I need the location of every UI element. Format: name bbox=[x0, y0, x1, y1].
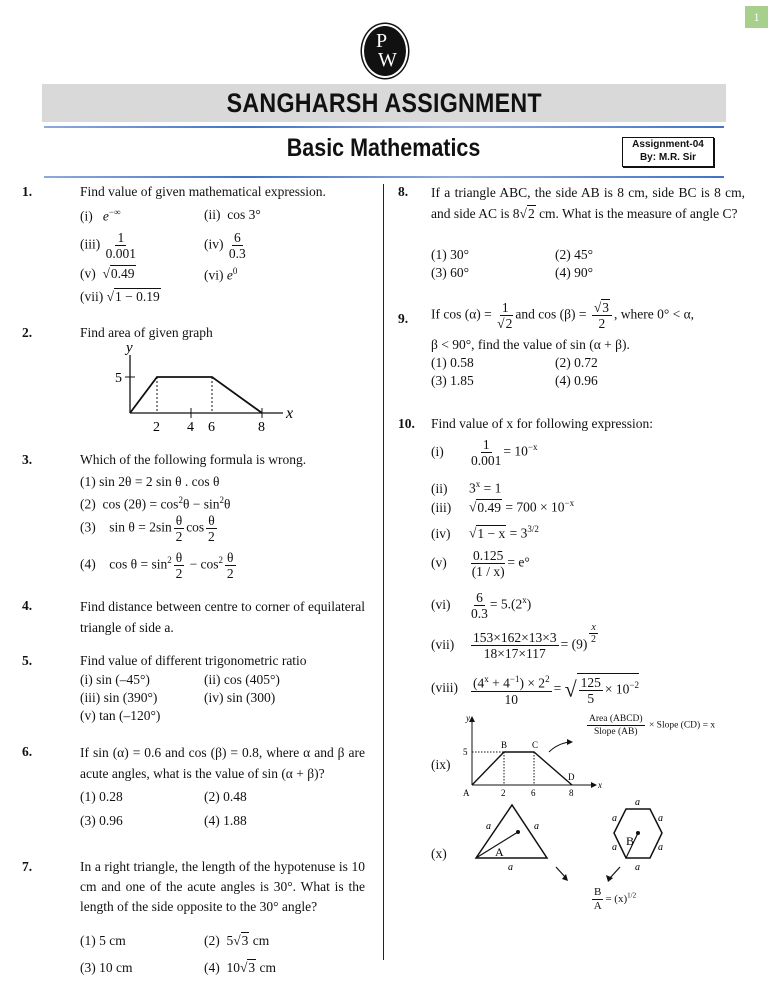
denominator: 0.3 bbox=[471, 606, 488, 621]
option: (3) 60° bbox=[431, 265, 470, 280]
banner-title: SANGHARSH ASSIGNMENT bbox=[226, 88, 542, 118]
option: (1) 0.28 bbox=[80, 789, 123, 804]
centre-dot bbox=[516, 830, 520, 834]
q1-part-vi bbox=[204, 266, 237, 284]
square-root: √3 bbox=[592, 300, 612, 316]
question-text: Which of the following formula is wrong. bbox=[80, 452, 307, 467]
coefficient: 10 bbox=[226, 960, 240, 975]
logo-letter-w: W bbox=[378, 49, 397, 71]
question-number: 1. bbox=[22, 184, 33, 199]
question-number: 3. bbox=[22, 452, 33, 467]
question-number: 4. bbox=[22, 598, 33, 613]
square-root: √3 bbox=[240, 960, 256, 975]
radicand bbox=[577, 673, 639, 706]
logo-letter-p: P bbox=[376, 30, 388, 52]
option: (3) 10 cm bbox=[80, 960, 133, 975]
question-number: 7. bbox=[22, 859, 33, 874]
part-label: (v) bbox=[431, 554, 447, 570]
x-tick-label: 2 bbox=[153, 420, 160, 435]
numerator: x bbox=[591, 622, 596, 633]
exponent: x bbox=[522, 595, 527, 606]
coefficient: 5 bbox=[226, 933, 234, 948]
text: If a triangle ABC, the side AB is 8 cm, side BC is 8 cm, and side AC is 8 bbox=[431, 185, 745, 221]
option: (4) 90° bbox=[555, 265, 594, 280]
square-root: √3 bbox=[233, 933, 249, 948]
side-label: a bbox=[612, 813, 617, 824]
option-2 bbox=[80, 495, 231, 513]
option: (4) 0.96 bbox=[555, 373, 598, 388]
expression: cos θ = sin bbox=[109, 556, 168, 572]
y-axis-label: y bbox=[126, 340, 133, 356]
question-line bbox=[431, 300, 694, 331]
radicand: 3 bbox=[241, 933, 249, 948]
square-root: √0.49 bbox=[469, 499, 502, 515]
exponent: x bbox=[484, 674, 489, 684]
denominator: 2 bbox=[226, 566, 234, 581]
numerator: 153×162×13×3 bbox=[473, 630, 557, 645]
denominator: 2 bbox=[175, 529, 183, 544]
exponent: −x bbox=[564, 498, 575, 508]
option: (3) 1.85 bbox=[431, 373, 474, 388]
question-text bbox=[431, 182, 745, 224]
q1-part-v bbox=[80, 266, 136, 282]
x-result bbox=[590, 886, 636, 913]
option: (iii) sin (390°) bbox=[80, 690, 158, 705]
point-label-c: C bbox=[532, 740, 539, 750]
fraction bbox=[471, 630, 559, 661]
x-axis-label: x bbox=[598, 780, 602, 790]
q1-part-iv bbox=[204, 230, 248, 261]
exponent: −∞ bbox=[108, 207, 121, 217]
option-label: (2) bbox=[204, 933, 220, 948]
fraction bbox=[229, 230, 246, 261]
q10-part-vi bbox=[431, 590, 531, 621]
numerator: 1 bbox=[501, 300, 509, 315]
fraction bbox=[592, 300, 612, 331]
shapes-figure bbox=[460, 793, 760, 953]
text: cm. What is the measure of angle C? bbox=[539, 206, 738, 221]
numerator: 6 bbox=[476, 590, 483, 605]
option: (1) 5 cm bbox=[80, 933, 126, 948]
x-tick-label: 4 bbox=[187, 420, 194, 435]
ix-formula bbox=[585, 713, 715, 738]
question-number: 5. bbox=[22, 653, 33, 668]
column-divider bbox=[383, 184, 384, 960]
denominator: Slope (AB) bbox=[594, 727, 638, 737]
result-rhs: = (x) bbox=[605, 893, 628, 906]
q10-part-i bbox=[431, 437, 537, 468]
text: If cos (α) = bbox=[431, 306, 492, 322]
rhs: = e° bbox=[507, 554, 530, 570]
side-label: a bbox=[486, 821, 491, 832]
exponent: 2 bbox=[545, 674, 550, 684]
side-label: a bbox=[635, 797, 640, 808]
expression: cos (2θ) = cos bbox=[102, 496, 179, 512]
exponent: 3/2 bbox=[527, 524, 539, 534]
option: (v) tan (–120°) bbox=[80, 708, 161, 723]
part-label: (vii) bbox=[80, 289, 104, 304]
rhs: = 10 bbox=[503, 443, 528, 459]
rhs: = 3 bbox=[506, 525, 528, 541]
denominator: 18×17×117 bbox=[483, 646, 546, 661]
banner bbox=[42, 84, 726, 122]
option-label: (4) bbox=[204, 960, 220, 975]
question-number: 10. bbox=[398, 416, 415, 431]
side-label: a bbox=[658, 813, 663, 824]
arrow-icon bbox=[549, 742, 569, 752]
exponent: 0 bbox=[232, 266, 238, 276]
side-label: a bbox=[508, 862, 513, 873]
radicand: 2 bbox=[505, 316, 513, 331]
denominator: 2 bbox=[208, 529, 215, 544]
exponent-fraction bbox=[589, 622, 597, 645]
centre-dot bbox=[636, 831, 640, 835]
denominator: 0.001 bbox=[471, 453, 502, 468]
fraction bbox=[497, 300, 513, 331]
y-tick-label: 5 bbox=[115, 371, 122, 386]
expression: cos bbox=[186, 519, 205, 535]
term: + 4 bbox=[488, 675, 510, 691]
base: 3 bbox=[469, 480, 476, 496]
option: (4) 1.88 bbox=[204, 813, 247, 828]
point-label-d: D bbox=[568, 772, 575, 782]
assignment-box bbox=[622, 137, 714, 167]
numerator: 1 bbox=[117, 230, 125, 245]
radicand: 1 − 0.19 bbox=[115, 289, 160, 304]
radicand: 0.49 bbox=[477, 499, 502, 515]
fraction bbox=[471, 590, 488, 621]
denominator: 0.001 bbox=[105, 246, 136, 261]
part-label: (vi) bbox=[204, 267, 224, 283]
q10-part-viii bbox=[431, 672, 639, 707]
q10-part-vii bbox=[431, 622, 600, 661]
exponent: 2 bbox=[219, 495, 225, 505]
numerator: θ bbox=[175, 513, 183, 528]
q1-part-ii bbox=[204, 207, 261, 223]
option: (1) 0.58 bbox=[431, 355, 474, 370]
q10-part-iv bbox=[431, 524, 539, 542]
denominator: 2 bbox=[591, 634, 597, 645]
expression: sin θ = 2sin bbox=[109, 519, 172, 535]
x-tick-label: 8 bbox=[258, 420, 265, 435]
x-tick-label: 2 bbox=[501, 788, 506, 797]
option-1: (1) sin 2θ = 2 sin θ . cos θ bbox=[80, 474, 220, 489]
text: , where 0° < α, bbox=[613, 306, 695, 322]
x-tick-label: 8 bbox=[569, 788, 574, 797]
part-label: (v) bbox=[80, 266, 96, 281]
radicand: 3 bbox=[602, 300, 609, 315]
numerator: Area (ABCD) bbox=[589, 714, 643, 724]
divider-line bbox=[44, 126, 724, 128]
arrow-icon bbox=[610, 867, 620, 878]
option: (1) 30° bbox=[431, 247, 470, 262]
part-label: (vi) bbox=[431, 596, 451, 612]
q1-part-vii bbox=[80, 289, 161, 305]
fraction bbox=[587, 713, 645, 738]
option-3 bbox=[80, 513, 219, 544]
expression: cos 3° bbox=[227, 207, 261, 222]
area-graph bbox=[100, 340, 300, 435]
unit: cm bbox=[259, 960, 277, 975]
point-label-b: B bbox=[501, 740, 508, 750]
option: (3) 0.96 bbox=[80, 813, 123, 828]
question-text: In a right triangle, the length of the hypotenuse is 10 cm and one of the acute angles is 30°. What is the length of the side opposite to the 30° angle? bbox=[80, 859, 365, 914]
option-4 bbox=[80, 550, 238, 581]
y-tick-label: 5 bbox=[463, 747, 468, 757]
fraction bbox=[106, 230, 136, 261]
q1-part-i bbox=[80, 207, 120, 225]
square-root: √2 bbox=[519, 206, 535, 221]
numerator: θ bbox=[208, 513, 215, 528]
option-label: (3) bbox=[80, 519, 96, 535]
graph-line bbox=[472, 752, 572, 785]
assignment-number: Assignment-04 bbox=[632, 139, 704, 150]
fraction bbox=[174, 550, 184, 581]
base: e bbox=[226, 267, 233, 283]
arrowhead bbox=[567, 739, 573, 745]
triangle-distance-label: A bbox=[495, 845, 504, 859]
exponent: 2 bbox=[218, 555, 224, 566]
numerator: θ bbox=[227, 550, 234, 565]
denominator: (1 / x) bbox=[471, 564, 505, 579]
option: (2) 0.72 bbox=[555, 355, 598, 370]
q1-part-iii bbox=[80, 230, 138, 261]
fraction bbox=[471, 548, 505, 579]
term: × 10 bbox=[604, 681, 630, 697]
denominator: 5 bbox=[587, 690, 595, 706]
denominator: 2 bbox=[598, 316, 606, 331]
rhs: = (9) bbox=[560, 636, 588, 652]
fraction bbox=[471, 672, 552, 707]
square-root: √ bbox=[564, 676, 577, 702]
subject-title: Basic Mathematics bbox=[287, 134, 481, 162]
question-number: 8. bbox=[398, 184, 409, 199]
q10-part-v bbox=[431, 548, 530, 579]
radicand: 2 bbox=[527, 206, 535, 221]
arrow-icon bbox=[591, 782, 597, 788]
rhs: = 700 × 10 bbox=[502, 499, 565, 515]
question-text: Find value of given mathematical expression. bbox=[80, 184, 326, 199]
expression: θ − sin bbox=[182, 496, 220, 512]
term: (4 bbox=[473, 675, 485, 691]
exponent: 1/2 bbox=[627, 891, 637, 900]
side-label: a bbox=[612, 842, 617, 853]
part-label: (ii) bbox=[204, 207, 221, 222]
option: (2) 0.48 bbox=[204, 789, 247, 804]
term: ) × 2 bbox=[519, 675, 546, 691]
point-label-a: A bbox=[463, 788, 470, 797]
hexagon-distance-label: B bbox=[626, 834, 635, 848]
radicand: 1 − x bbox=[477, 525, 506, 541]
graph-line bbox=[130, 377, 262, 413]
numerator: 0.125 bbox=[473, 548, 504, 563]
denominator: 10 bbox=[504, 691, 519, 707]
rhs: = 5.(2 bbox=[489, 596, 523, 612]
square-root: √1 − x bbox=[469, 525, 506, 541]
fraction bbox=[579, 675, 603, 706]
text: and cos (β) = bbox=[515, 306, 587, 322]
denominator: A bbox=[593, 900, 602, 912]
exponent: −2 bbox=[629, 679, 639, 690]
question-line: β < 90°, find the value of sin (α + β). bbox=[431, 337, 630, 352]
y-axis-label: y bbox=[466, 713, 470, 723]
part-label: (viii) bbox=[431, 680, 458, 696]
side-label: a bbox=[534, 821, 539, 832]
option: (ii) cos (405°) bbox=[204, 672, 280, 687]
rhs: ) bbox=[526, 596, 532, 612]
part-label: (iii) bbox=[80, 236, 101, 252]
denominator: 0.3 bbox=[228, 246, 246, 261]
option: (2) 45° bbox=[555, 247, 594, 262]
fraction bbox=[174, 513, 184, 544]
option-label: (4) bbox=[80, 556, 96, 572]
x-tick-label: 6 bbox=[531, 788, 536, 797]
part-label: (i) bbox=[431, 443, 444, 459]
exponent: −x bbox=[527, 442, 538, 453]
question-number: 9. bbox=[398, 311, 409, 326]
x-axis-label: x bbox=[286, 405, 294, 422]
part-label: (ii) bbox=[431, 480, 448, 496]
exponent: 2 bbox=[167, 555, 172, 566]
part-label: (i) bbox=[80, 208, 93, 224]
numerator: B bbox=[594, 886, 602, 898]
option bbox=[204, 933, 269, 949]
question-number: 6. bbox=[22, 744, 33, 759]
side-label: a bbox=[635, 862, 640, 873]
q10-part-iii bbox=[431, 498, 574, 516]
radicand: 3 bbox=[248, 960, 256, 975]
base: e bbox=[102, 208, 109, 224]
q10-part-ii bbox=[431, 479, 501, 497]
pw-logo bbox=[362, 24, 408, 78]
square-root: √1 − 0.19 bbox=[106, 289, 160, 304]
assignment-author: By: M.R. Sir bbox=[639, 152, 697, 163]
question-number: 2. bbox=[22, 325, 33, 340]
formula-tail: × Slope (CD) = x bbox=[648, 720, 716, 731]
question-text: Find value of different trigonometric ratio bbox=[80, 653, 307, 668]
divider-line bbox=[44, 176, 724, 178]
option: (iv) sin (300) bbox=[204, 690, 276, 705]
question-text: Find area of given graph bbox=[80, 325, 213, 340]
numerator: 125 bbox=[580, 674, 601, 690]
numerator: 1 bbox=[482, 437, 490, 452]
square-root: √2 bbox=[497, 316, 513, 331]
fraction bbox=[592, 886, 603, 913]
radicand: 0.49 bbox=[110, 266, 135, 281]
exponent: x bbox=[475, 479, 481, 489]
expression: − cos bbox=[186, 556, 219, 572]
part-label: (iii) bbox=[431, 499, 452, 515]
part-label: (iv) bbox=[431, 525, 451, 541]
x-tick-label: 6 bbox=[208, 420, 215, 435]
numerator: θ bbox=[175, 550, 183, 565]
square-root: √0.49 bbox=[102, 266, 135, 281]
fraction bbox=[206, 513, 216, 544]
question-text: Find value of x for following expression: bbox=[431, 416, 653, 431]
option: (i) sin (–45°) bbox=[80, 672, 150, 687]
q10-part-ix-label: (ix) bbox=[431, 757, 451, 772]
equals: = bbox=[553, 680, 562, 696]
question-text: Find distance between centre to corner of equilateral triangle of side a. bbox=[80, 599, 365, 635]
unit: cm bbox=[252, 933, 270, 948]
option-label: (2) bbox=[80, 496, 96, 512]
option bbox=[204, 960, 276, 976]
fraction bbox=[225, 550, 235, 581]
exponent: −1 bbox=[509, 674, 520, 684]
numerator: 6 bbox=[233, 230, 241, 245]
part-label: (iv) bbox=[204, 236, 224, 252]
denominator: 2 bbox=[175, 566, 183, 581]
part-label: (vii) bbox=[431, 636, 455, 652]
fraction bbox=[471, 437, 501, 468]
page-number: 1 bbox=[745, 6, 768, 28]
rhs: = 1 bbox=[480, 480, 502, 496]
expression: θ bbox=[224, 496, 231, 512]
question-text: If sin (α) = 0.6 and cos (β) = 0.8, where α and β are acute angles, what is the value of sin (α + β)? bbox=[80, 745, 365, 781]
exponent: 2 bbox=[178, 495, 183, 505]
numerator bbox=[471, 672, 552, 692]
q10-part-x-label: (x) bbox=[431, 846, 447, 861]
side-label: a bbox=[658, 842, 663, 853]
